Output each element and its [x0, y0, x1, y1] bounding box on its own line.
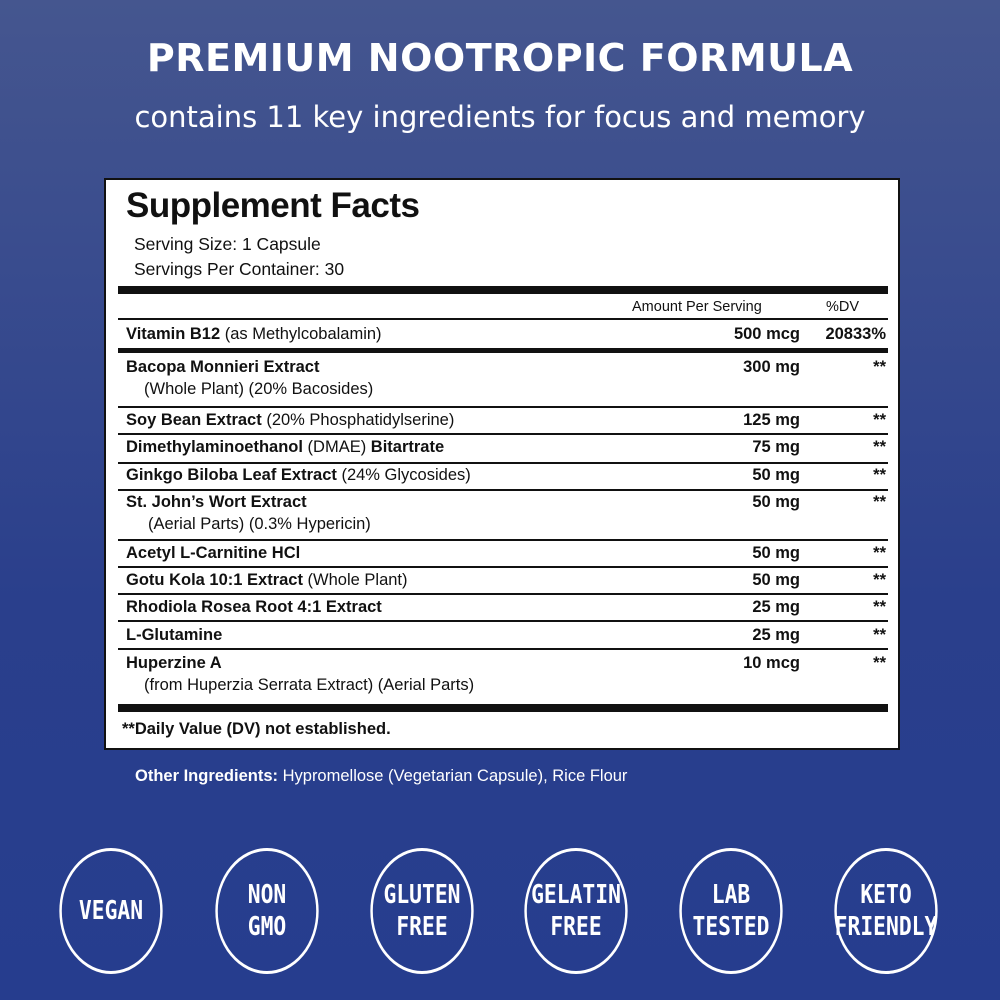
ingredient-name: Acetyl L-Carnitine HCl [126, 544, 301, 562]
ingredient-amount: 50 mg [752, 544, 800, 562]
ingredient-dv: ** [873, 654, 886, 672]
ingredient-name: Huperzine A [126, 654, 222, 672]
ingredient-row [126, 571, 886, 590]
divider-thick [118, 286, 888, 294]
divider [118, 489, 888, 491]
ingredient-row [126, 358, 886, 398]
badge-vegan [59, 848, 162, 974]
ingredient-row [126, 493, 886, 533]
ingredient-detail: (DMAE) [302, 438, 371, 456]
page-headline: PREMIUM NOOTROPIC FORMULA [146, 36, 854, 80]
ingredient-amount: 50 mg [752, 571, 800, 589]
divider [118, 648, 888, 650]
ingredient-name: Rhodiola Rosea Root 4:1 Extract [126, 598, 382, 616]
ingredient-detail: (Whole Plant) (20% Bacosides) [144, 380, 374, 398]
ingredient-row [126, 598, 886, 617]
divider [118, 539, 888, 541]
ingredient-name-suffix: Bitartrate [370, 438, 445, 456]
ingredient-dv: 20833% [825, 325, 886, 343]
servings-per-container: Servings Per Container: 30 [134, 259, 345, 279]
ingredient-name: St. John’s Wort Extract [126, 493, 307, 511]
ingredient-row [126, 325, 886, 344]
badge-line: GLUTEN [383, 879, 461, 910]
ingredient-dv: ** [873, 626, 886, 644]
ingredient-amount: 25 mg [752, 598, 800, 616]
other-ingredients [135, 767, 627, 786]
divider [118, 318, 888, 320]
other-ingredients-text: Hypromellose (Vegetarian Capsule), Rice Flour [278, 767, 628, 785]
dv-footnote: **Daily Value (DV) not established. [122, 720, 391, 738]
ingredient-amount: 50 mg [752, 493, 800, 511]
divider [118, 406, 888, 408]
other-ingredients-label: Other Ingredients: [135, 767, 279, 785]
supplement-facts-panel [104, 178, 900, 750]
ingredient-amount: 125 mg [743, 411, 800, 429]
badge-line: TESTED [692, 912, 770, 942]
ingredient-detail: (20% Phosphatidylserine) [261, 411, 455, 429]
ingredient-row [126, 544, 886, 563]
ingredient-dv: ** [873, 466, 886, 484]
divider [118, 593, 888, 595]
ingredient-dv: ** [873, 411, 886, 429]
badge-lab-tested [679, 848, 782, 974]
ingredient-amount: 10 mcg [743, 654, 800, 672]
badge-gelatin-free [524, 848, 627, 974]
ingredient-row [126, 466, 886, 485]
ingredient-dv: ** [873, 571, 886, 589]
ingredient-detail: (Aerial Parts) (0.3% Hypericin) [148, 515, 371, 533]
badge-line: LAB [711, 879, 751, 910]
ingredient-amount: 75 mg [752, 438, 800, 456]
ingredient-dv: ** [873, 544, 886, 562]
divider [118, 433, 888, 435]
ingredient-name: Soy Bean Extract [126, 411, 262, 429]
column-header-dv: %DV [826, 299, 860, 315]
ingredient-name: Dimethylaminoethanol [126, 438, 303, 456]
badge-line: KETO [860, 879, 912, 910]
divider-thick [118, 704, 888, 712]
badge-line: NON [247, 879, 287, 910]
badge-line: VEGAN [78, 895, 144, 926]
badge-keto-friendly [834, 848, 937, 974]
badge-line: GMO [247, 912, 287, 942]
facts-title: Supplement Facts [126, 186, 420, 225]
ingredient-row [126, 411, 886, 430]
ingredient-detail: (24% Glycosides) [336, 466, 471, 484]
page-subheadline: contains 11 key ingredients for focus and memory [134, 100, 866, 134]
badge-gluten-free [370, 848, 473, 974]
badge-line: FREE [396, 912, 448, 942]
badge-line: GELATIN [531, 879, 621, 910]
ingredient-name: L-Glutamine [126, 626, 223, 644]
badge-non-gmo [215, 848, 318, 974]
ingredient-dv: ** [873, 598, 886, 616]
ingredient-name: Ginkgo Biloba Leaf Extract [126, 466, 337, 484]
divider [118, 566, 888, 568]
ingredient-amount: 25 mg [752, 626, 800, 644]
serving-size: Serving Size: 1 Capsule [134, 234, 321, 254]
ingredient-dv: ** [873, 358, 886, 376]
ingredient-row [126, 654, 886, 694]
ingredient-dv: ** [873, 438, 886, 456]
ingredient-row [126, 438, 886, 457]
ingredient-name: Gotu Kola 10:1 Extract [126, 571, 303, 589]
badge-line: FRIENDLY [834, 912, 938, 942]
column-header-amount: Amount Per Serving [632, 299, 762, 315]
ingredient-detail: (as Methylcobalamin) [220, 325, 382, 343]
divider-thick [118, 348, 888, 353]
divider [118, 620, 888, 622]
ingredient-name: Vitamin B12 [126, 325, 221, 343]
ingredient-detail: (from Huperzia Serrata Extract) (Aerial Parts) [144, 676, 475, 694]
ingredient-amount: 50 mg [752, 466, 800, 484]
ingredient-dv: ** [873, 493, 886, 511]
badge-line: FREE [550, 912, 602, 942]
ingredient-amount: 500 mcg [733, 325, 800, 343]
ingredient-detail: (Whole Plant) [302, 571, 408, 589]
divider [118, 462, 888, 464]
ingredient-amount: 300 mg [743, 358, 800, 376]
ingredient-row [126, 626, 886, 645]
ingredient-name: Bacopa Monnieri Extract [126, 358, 320, 376]
